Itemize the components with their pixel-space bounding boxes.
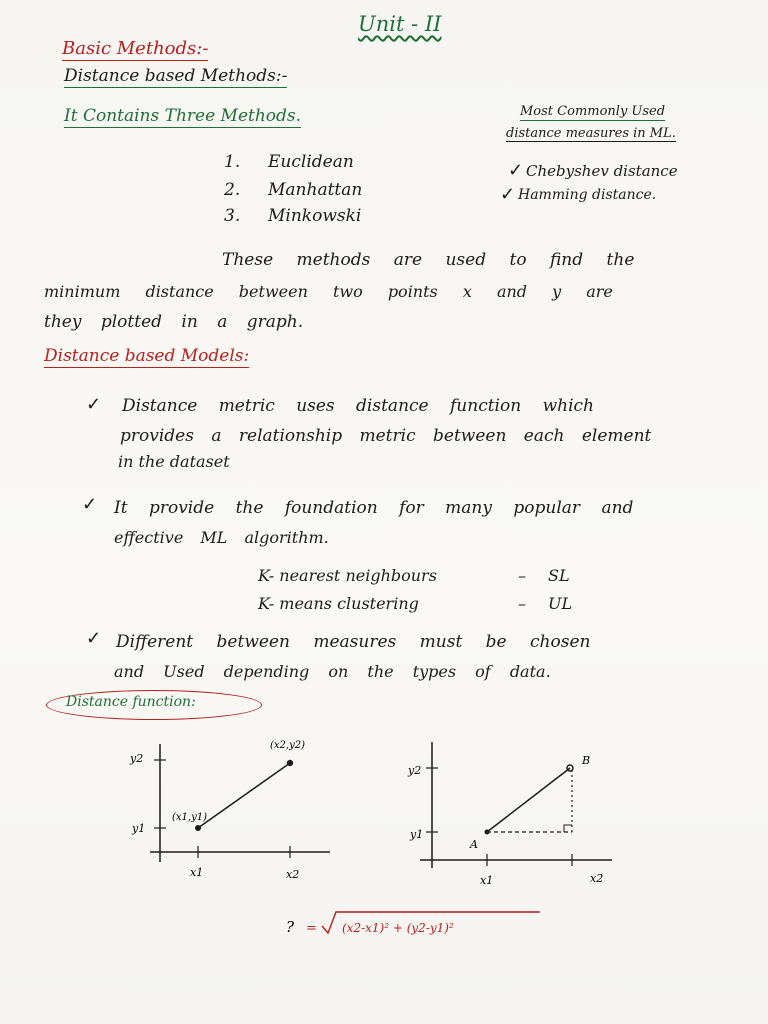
basic-methods-text: Basic Methods:- bbox=[62, 38, 209, 59]
basic-methods-heading bbox=[62, 38, 208, 59]
bullet2-line2: effective ML algorithm. bbox=[114, 528, 329, 547]
graph2-y-label-2: y2 bbox=[408, 764, 422, 777]
contains-heading: It Contains Three Methods. bbox=[64, 106, 302, 126]
formula-rhs: (x2-x1)² + (y2-y1)² bbox=[342, 921, 454, 935]
method-3-name: Minkowski bbox=[268, 206, 362, 226]
graph2-line-ab bbox=[487, 768, 570, 832]
distance-based-methods-heading: Distance based Methods:- bbox=[64, 66, 288, 86]
bullet3-line1: Different between measures must be chosen bbox=[116, 632, 591, 652]
algorithm-2-name: K- means clustering bbox=[258, 594, 419, 613]
graph1-y-label-2: y2 bbox=[130, 752, 144, 765]
distance-function-heading: Distance function: bbox=[66, 694, 196, 710]
graph1-x-label-1: x1 bbox=[190, 866, 204, 879]
para1-line3: they plotted in a graph. bbox=[44, 312, 304, 332]
graph1-x-label-2: x2 bbox=[286, 868, 300, 881]
graph2-point-a-label: A bbox=[470, 838, 478, 851]
formula-equals: = bbox=[306, 921, 317, 936]
bullet2-line1: It provide the foundation for many popular and bbox=[114, 498, 634, 518]
distance-formula bbox=[286, 912, 540, 936]
bullet1-line2: provides a relationship metric between each element bbox=[120, 426, 652, 446]
bullet1-line3: in the dataset bbox=[118, 452, 230, 471]
algorithm-1-name: K- nearest neighbours bbox=[258, 566, 437, 585]
para1-line1: These methods are used to find the bbox=[222, 250, 635, 270]
formula-lhs: ? bbox=[286, 918, 295, 936]
side-note-item-1: Chebyshev distance bbox=[526, 162, 678, 180]
check-icon: ✓ bbox=[508, 160, 524, 181]
check-icon: ✓ bbox=[500, 184, 516, 205]
algorithm-1-type: SL bbox=[548, 566, 570, 585]
method-3-num: 3. bbox=[224, 206, 241, 226]
side-note-line1: Most Commonly Used bbox=[520, 104, 666, 119]
graph2-x-label-2: x2 bbox=[590, 872, 604, 885]
graph2-right-angle bbox=[564, 825, 572, 832]
graph1-point-1-label: (x1,y1) bbox=[172, 812, 207, 823]
method-2-num: 2. bbox=[224, 180, 241, 200]
check-icon: ✓ bbox=[86, 394, 102, 415]
side-note-line2: distance measures in ML. bbox=[506, 126, 676, 141]
graph2-point-a bbox=[485, 830, 490, 835]
para1-line2: minimum distance between two points x and y are bbox=[44, 282, 613, 301]
side-note-item-2: Hamming distance. bbox=[518, 187, 657, 203]
graph1-line bbox=[198, 763, 290, 828]
graph2-y-label-1: y1 bbox=[410, 828, 424, 841]
method-1-name: Euclidean bbox=[268, 152, 354, 172]
method-1-num: 1. bbox=[224, 152, 241, 172]
graphs-area bbox=[0, 730, 768, 990]
graph2 bbox=[407, 742, 612, 887]
graph1-point-1 bbox=[195, 825, 201, 831]
algorithm-2-dash: – bbox=[518, 594, 526, 613]
method-2-name: Manhattan bbox=[268, 180, 363, 200]
graph1-point-2 bbox=[287, 760, 293, 766]
algorithm-1-dash: – bbox=[518, 566, 526, 585]
algorithm-2-type: UL bbox=[548, 594, 573, 613]
unit-title: Unit - II bbox=[358, 12, 442, 36]
bullet1-line1: Distance metric uses distance function which bbox=[122, 396, 594, 416]
distance-based-models-text: Distance based Models: bbox=[44, 346, 250, 366]
graph2-point-b-label: B bbox=[582, 754, 591, 767]
distance-based-models-heading bbox=[44, 346, 249, 366]
check-icon: ✓ bbox=[86, 628, 102, 649]
check-icon: ✓ bbox=[82, 494, 98, 515]
graph1 bbox=[129, 740, 330, 881]
graph1-y-label-1: y1 bbox=[132, 822, 146, 835]
graph2-x-label-1: x1 bbox=[480, 874, 494, 887]
bullet3-line2: and Used depending on the types of data. bbox=[114, 662, 551, 681]
graph1-point-2-label: (x2,y2) bbox=[270, 740, 305, 751]
